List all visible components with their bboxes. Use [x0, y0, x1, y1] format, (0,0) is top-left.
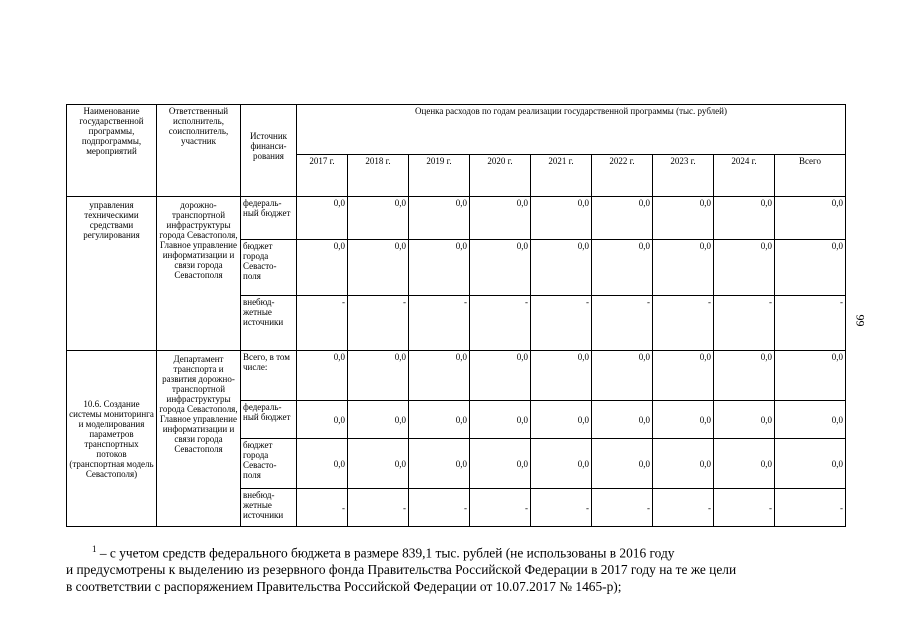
value-cell: 0,0: [409, 197, 470, 240]
table-row: [67, 351, 846, 401]
value-cell: -: [775, 296, 846, 351]
footnote-line-3: в соответствии с распоряжением Правительства Российской Федерации от 10.07.2017 № 1465-р);: [66, 579, 622, 595]
value-cell: -: [714, 296, 775, 351]
program-name-cell: 10.6. Создание системы мониторинга и моделирования параметров транспортных потоков (транспортная модель Севастополя): [67, 351, 157, 527]
value-cell: 0,0: [297, 197, 348, 240]
value-cell: 0,0: [531, 439, 592, 489]
value-cell: 0,0: [775, 197, 846, 240]
value-cell: 0,0: [653, 439, 714, 489]
footnote-line-1: – с учетом средств федерального бюджета в размере 839,1 тыс. рублей (не использованы в 2016 году: [99, 545, 675, 561]
value-cell: 0,0: [592, 240, 653, 296]
footnote: [66, 541, 846, 595]
value-cell: 0,0: [297, 439, 348, 489]
value-cell: 0,0: [348, 439, 409, 489]
value-cell: 0,0: [653, 401, 714, 439]
value-cell: -: [409, 489, 470, 527]
value-cell: -: [653, 296, 714, 351]
year-header: 2017 г.: [297, 155, 348, 197]
value-cell: 0,0: [297, 240, 348, 296]
value-cell: -: [653, 489, 714, 527]
value-cell: 0,0: [531, 401, 592, 439]
year-header: 2022 г.: [592, 155, 653, 197]
year-header: 2020 г.: [470, 155, 531, 197]
value-cell: 0,0: [409, 401, 470, 439]
value-cell: 0,0: [714, 351, 775, 401]
year-header: 2024 г.: [714, 155, 775, 197]
funding-source-cell: федераль-ный бюджет: [241, 401, 297, 439]
funding-source-cell: Всего, в том числе:: [241, 351, 297, 401]
value-cell: 0,0: [714, 240, 775, 296]
program-name-cell: управления техническими средствами регулирования: [67, 197, 157, 351]
value-cell: 0,0: [714, 439, 775, 489]
budget-table: [66, 104, 846, 527]
value-cell: -: [297, 489, 348, 527]
year-header: 2021 г.: [531, 155, 592, 197]
value-cell: 0,0: [409, 351, 470, 401]
value-cell: 0,0: [775, 401, 846, 439]
value-cell: -: [297, 296, 348, 351]
value-cell: 0,0: [348, 401, 409, 439]
value-cell: 0,0: [297, 401, 348, 439]
value-cell: 0,0: [531, 240, 592, 296]
page-number: 99: [853, 314, 868, 327]
value-cell: 0,0: [348, 240, 409, 296]
value-cell: 0,0: [714, 401, 775, 439]
header-responsible: Ответственный исполнитель, соисполнитель, участник: [157, 105, 241, 197]
value-cell: -: [531, 489, 592, 527]
value-cell: 0,0: [775, 240, 846, 296]
header-estimate: Оценка расходов по годам реализации государственной программы (тыс. рублей): [297, 105, 846, 155]
year-header: 2023 г.: [653, 155, 714, 197]
header-name: Наименование государственной программы, подпрограммы, мероприятий: [67, 105, 157, 197]
funding-source-cell: федераль-ный бюджет: [241, 197, 297, 240]
footnote-marker: 1: [92, 544, 97, 554]
value-cell: -: [348, 489, 409, 527]
funding-source-cell: внебюд-жетные источники: [241, 489, 297, 527]
value-cell: 0,0: [470, 439, 531, 489]
value-cell: -: [348, 296, 409, 351]
value-cell: 0,0: [775, 439, 846, 489]
value-cell: 0,0: [653, 351, 714, 401]
value-cell: 0,0: [409, 240, 470, 296]
value-cell: -: [775, 489, 846, 527]
value-cell: 0,0: [470, 401, 531, 439]
funding-source-cell: бюджет города Севасто-поля: [241, 439, 297, 489]
year-header: Всего: [775, 155, 846, 197]
responsible-cell: дорожно-транспортной инфраструктуры города Севастополя, Главное управление информатизации и связи города Севастополя: [157, 197, 241, 351]
value-cell: 0,0: [470, 240, 531, 296]
value-cell: 0,0: [592, 439, 653, 489]
value-cell: 0,0: [653, 240, 714, 296]
value-cell: -: [409, 296, 470, 351]
value-cell: 0,0: [592, 401, 653, 439]
footnote-line-2: и предусмотрены к выделению из резервного фонда Правительства Российской Федерации в 2017 году на те же цели: [66, 562, 737, 578]
year-header: 2019 г.: [409, 155, 470, 197]
table-row: [67, 197, 846, 240]
value-cell: 0,0: [714, 197, 775, 240]
value-cell: -: [470, 296, 531, 351]
year-header: 2018 г.: [348, 155, 409, 197]
header-source: Источник финанси-рования: [241, 105, 297, 197]
responsible-cell: Департамент транспорта и развития дорожно-транспортной инфраструктуры города Севастополя, Главное управление информатизации и связи города Севастополя: [157, 351, 241, 527]
value-cell: 0,0: [470, 197, 531, 240]
value-cell: 0,0: [592, 351, 653, 401]
value-cell: -: [531, 296, 592, 351]
value-cell: 0,0: [653, 197, 714, 240]
value-cell: -: [714, 489, 775, 527]
value-cell: -: [592, 296, 653, 351]
value-cell: -: [592, 489, 653, 527]
value-cell: 0,0: [470, 351, 531, 401]
value-cell: 0,0: [775, 351, 846, 401]
value-cell: 0,0: [531, 197, 592, 240]
value-cell: 0,0: [348, 351, 409, 401]
value-cell: 0,0: [592, 197, 653, 240]
value-cell: 0,0: [531, 351, 592, 401]
funding-source-cell: внебюд-жетные источники: [241, 296, 297, 351]
value-cell: 0,0: [348, 197, 409, 240]
value-cell: 0,0: [409, 439, 470, 489]
value-cell: 0,0: [297, 351, 348, 401]
funding-source-cell: бюджет города Севасто-поля: [241, 240, 297, 296]
value-cell: -: [470, 489, 531, 527]
